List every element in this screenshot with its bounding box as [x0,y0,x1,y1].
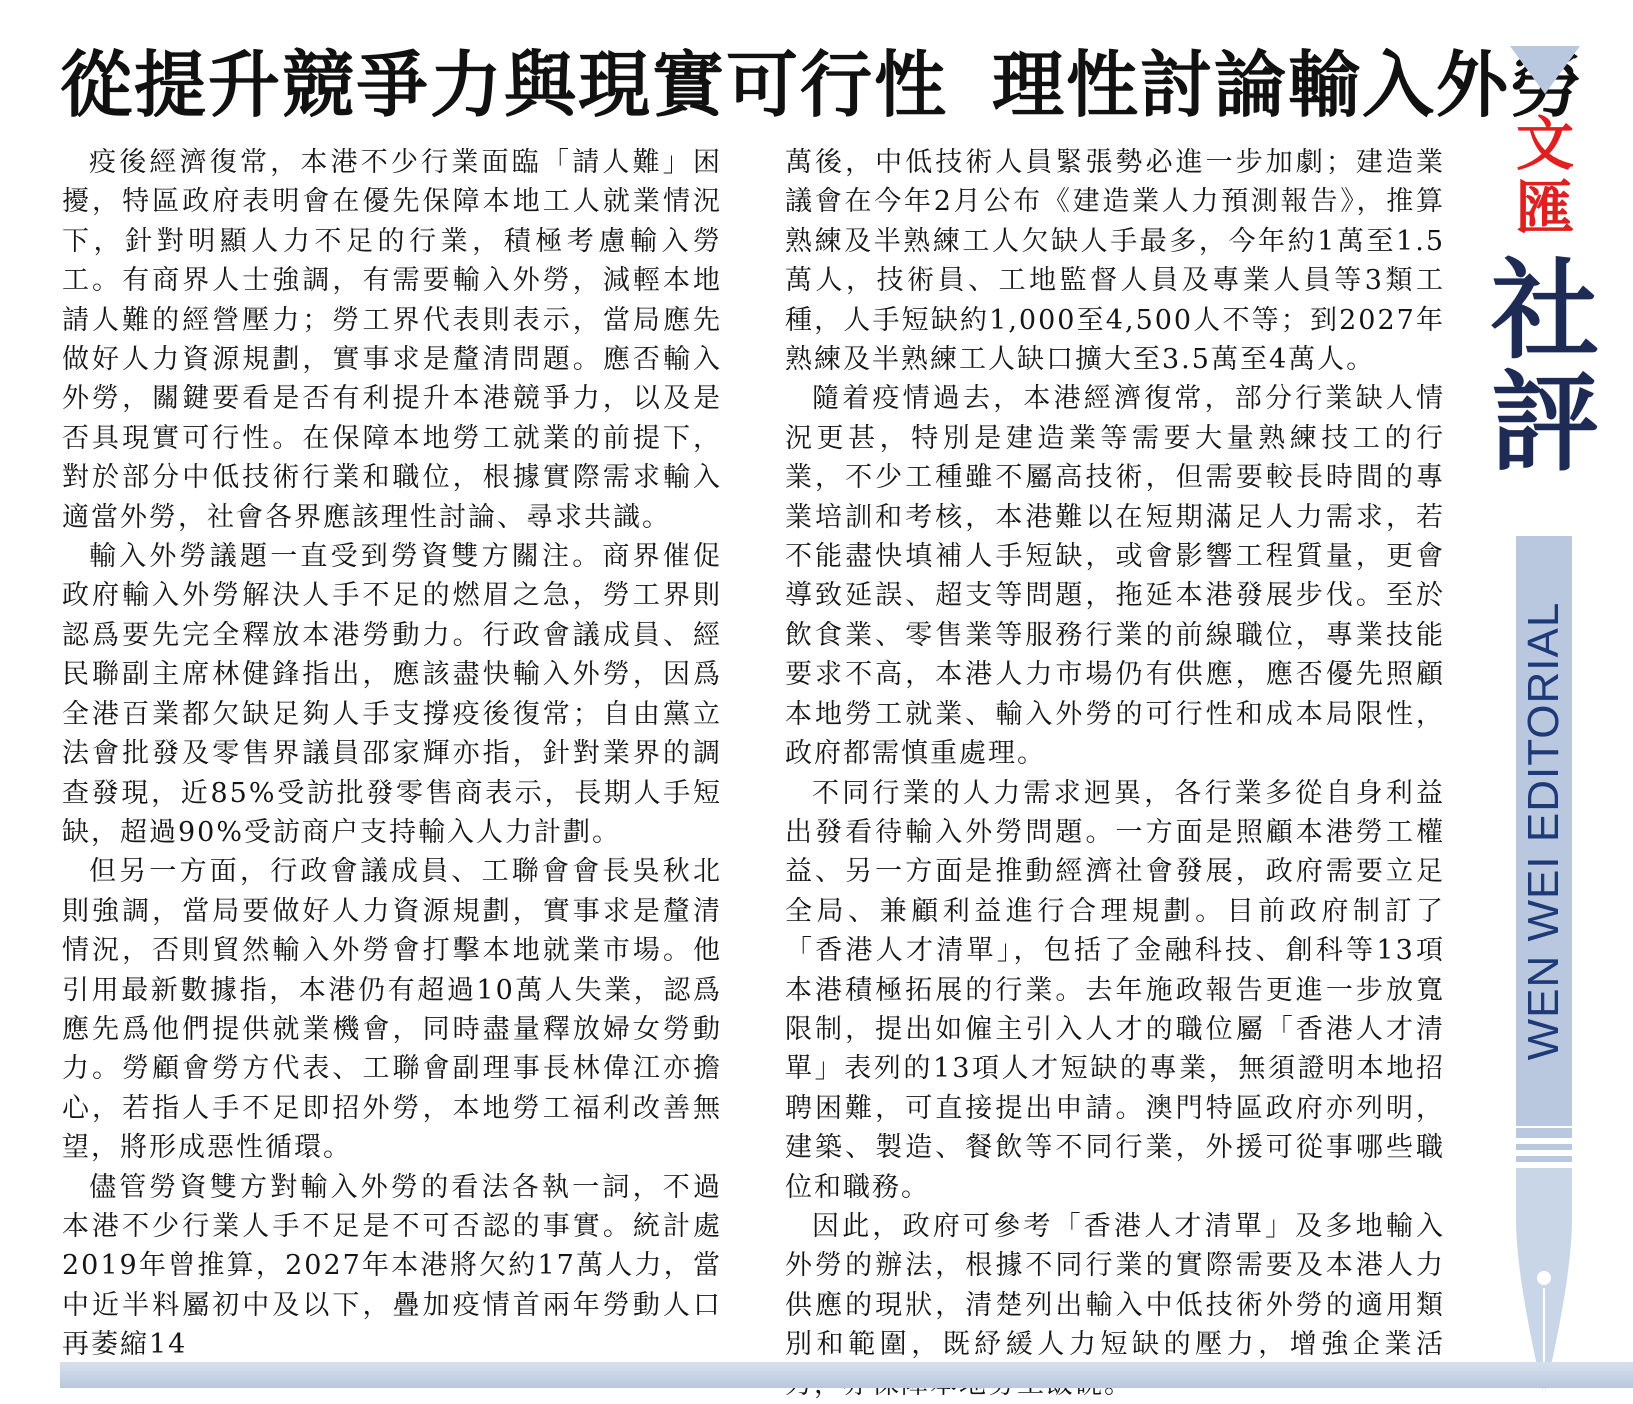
wenhui-logo: 文匯 [1515,110,1574,242]
paragraph-5: 隨着疫情過去，本港經濟復常，部分行業缺人情況更甚，特別是建造業等需要大量熟練技工的行業，不少工種雖不屬高技術，但需要較長時間的專業培訓和考核，本港難以在短期滿足人力需求，若不能盡快填補人手短缺，或會影響工程質量，更會導致延誤、超支等問題，拖延本港發展步伐。至於飲食業、零售業等服務行業的前線職位，專業技能要求不高，本港人力市場仍有供應，應否優先照顧本地勞工就業、輸入外勞的可行性和成本局限性，政府都需慎重處理。 [785,383,1445,770]
paragraph-3: 但另一方面，行政會議成員、工聯會會長吳秋北則強調，當局要做好人力資源規劃，實事求是釐清情況，否則貿然輸入外勞會打擊本地就業市場。他引用最新數據指，本港仍有超過10萬人失業，認爲應先爲他們提供就業機會，同時盡量釋放婦女勞動力。勞顧會勞方代表、工聯會副理事長林偉江亦擔心，若指人手不足即招外勞，本地勞工福利改善無望，將形成惡性循環。 [62,856,722,1164]
triangle-marker-icon [1510,46,1580,94]
headline-part-2: 理性討論輸入外勞 [992,42,1585,127]
article-column-left [62,143,722,1365]
editorial-brand-bar [1490,46,1600,1388]
bottom-rule [60,1362,1633,1388]
headline-part-1: 從提升競爭力與現實可行性 [60,42,949,127]
paragraph-2: 輸入外勞議題一直受到勞資雙方關注。商界催促政府輸入外勞解決人手不足的燃眉之急，勞工界則認爲要先完全釋放本港勞動力。行政會議成員、經民聯副主席林健鋒指出，應該盡快輸入外勞，因爲全港百業都欠缺足夠人手支撐疫後復常；自由黨立法會批發及零售界議員邵家輝亦指，針對業界的調查發現，近85%受訪批發零售商表示，長期人手短缺，超過90%受訪商户支持輸入人力計劃。 [62,541,722,848]
pen-nib-icon [1506,1128,1582,1398]
paragraph-4-continued: 萬後，中低技術人員緊張勢必進一步加劇；建造業議會在今年2月公布《建造業人力預測報告》，推算熟練及半熟練工人欠缺人手最多，今年約1萬至1.5萬人，技術員、工地監督人員及專業人員等3類工種，人手短缺約1,000至4,500人不等；到2027年熟練及半熟練工人缺口擴大至3.5萬至4萬人。 [785,147,1445,376]
paragraph-4-start: 儘管勞資雙方對輸入外勞的看法各執一詞，不過本港不少行業人手不足是不可否認的事實。統計處2019年曾推算，2027年本港將欠約17萬人力，當中近半料屬初中及以下，疊加疫情首兩年勞動人口再萎縮14 [62,1171,722,1361]
editorial-label: 社評 [1490,249,1599,486]
paragraph-7: 因此，政府可參考「香港人才清單」及多地輸入外勞的辦法，根據不同行業的實際需要及本港人力供應的現狀，清楚列出輸入中低技術外勞的適用類別和範圍，既紓緩人力短缺的壓力，增強企業活 [785,1210,1445,1361]
english-label: WEN WEI EDITORIAL [1519,601,1568,1061]
paragraph-1: 疫後經濟復常，本港不少行業面臨「請人難」困擾，特區政府表明會在優先保障本地工人就業情況下，針對明顯人力不足的行業，積極考慮輸入勞工。有商界人士強調，有需要輸入外勞，減輕本地請人難的經營壓力；勞工界代表則表示，當局應先做好人力資源規劃，實事求是釐清問題。應否輸入外勞，關鍵要看是否有利提升本港競爭力，以及是否具現實可行性。在保障本地勞工就業的前提下，對於部分中低技術行業和職位，根據實際需求輸入適當外勞，社會各界應該理性討論、尋求共識。 [62,147,722,533]
article-column-right [785,143,1445,1404]
paragraph-6: 不同行業的人力需求迥異，各行業多從自身利益出發看待輸入外勞問題。一方面是照顧本港勞工權益、另一方面是推動經濟社會發展，政府需要立足全局、兼顧利益進行合理規劃。目前政府制訂了「香港人才清單」，包括了金融科技、創科等13項本港積極拓展的行業。去年施政報告更進一步放寬限制，提出如僱主引入人才的職位屬「香港人才清單」表列的13項人才短缺的專業，無須證明本地招聘困難，可直接提出申請。澳門特區政府亦列明，建築、製造、餐飲等不同行業，外援可從事哪些職位和職務。 [785,777,1445,1203]
headline [60,40,1585,130]
english-label-bar [1516,536,1572,1126]
